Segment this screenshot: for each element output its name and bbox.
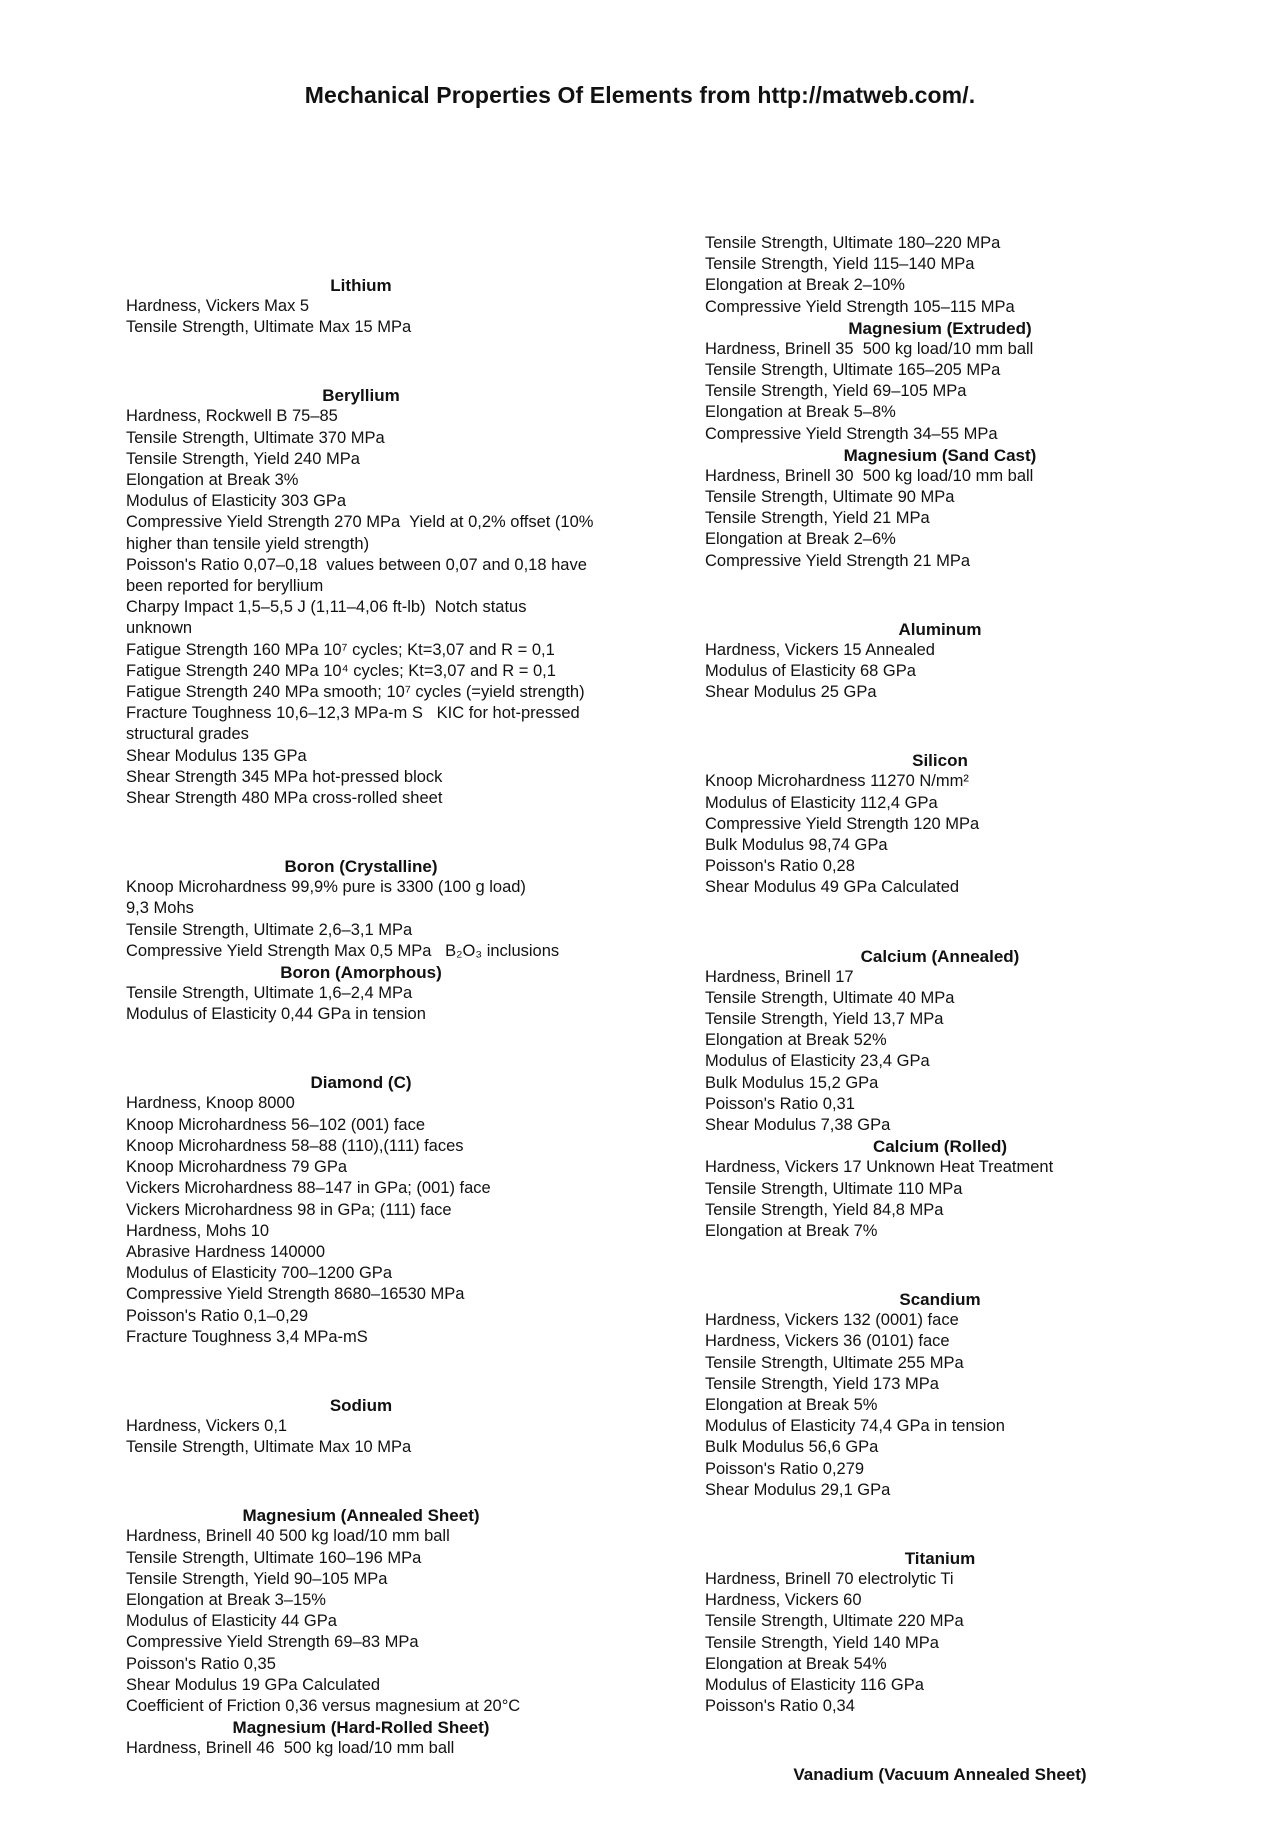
- property-line: Modulus of Elasticity 303 GPa: [126, 492, 347, 511]
- property-line: Tensile Strength, Ultimate 2,6–3,1 MPa: [126, 920, 413, 939]
- property-line: Modulus of Elasticity 74,4 GPa in tension: [705, 1417, 1005, 1436]
- property-line: Elongation at Break 5%: [705, 1395, 878, 1414]
- property-line: Tensile Strength, Yield 140 MPa: [705, 1633, 939, 1652]
- property-line: Hardness, Vickers 60: [705, 1591, 862, 1610]
- property-line: Tensile Strength, Ultimate 370 MPa: [126, 428, 385, 447]
- property-line: Elongation at Break 3–15%: [126, 1590, 326, 1609]
- section-heading: Silicon: [912, 751, 968, 771]
- section-heading: Vanadium (Vacuum Annealed Sheet): [793, 1765, 1087, 1785]
- section-heading: Sodium: [329, 1395, 393, 1415]
- section-heading: Lithium: [330, 276, 392, 295]
- property-line: Bulk Modulus 56,6 GPa: [705, 1438, 879, 1457]
- property-line: Tensile Strength, Ultimate 90 MPa: [705, 488, 955, 507]
- section-boron-amorphous: [126, 962, 596, 1025]
- property-line: Shear Strength 480 MPa cross-rolled sheet: [126, 789, 443, 808]
- right-column: [705, 233, 1175, 1832]
- property-line: Tensile Strength, Ultimate 110 MPa: [705, 1179, 963, 1198]
- property-line: Modulus of Elasticity 116 GPa: [705, 1675, 924, 1694]
- property-line: Tensile Strength, Yield 13,7 MPa: [705, 1010, 944, 1029]
- property-line: Tensile Strength, Ultimate 40 MPa: [705, 988, 955, 1007]
- property-line: Compressive Yield Strength 34–55 MPa: [705, 424, 998, 443]
- property-line: Compressive Yield Strength 69–83 MPa: [126, 1633, 419, 1652]
- property-line: Shear Modulus 19 GPa Calculated: [126, 1675, 381, 1694]
- property-line: Tensile Strength, Yield 84,8 MPa: [705, 1200, 944, 1219]
- property-line: Bulk Modulus 98,74 GPa: [705, 836, 888, 855]
- property-line: Vickers Microhardness 98 in GPa; (111) face: [126, 1200, 452, 1219]
- property-line: Elongation at Break 52%: [705, 1031, 887, 1050]
- property-line: Tensile Strength, Ultimate 180–220 MPa: [705, 234, 1001, 252]
- property-line: Hardness, Brinell 46 500 kg load/10 mm ball: [126, 1739, 455, 1758]
- property-line: Hardness, Vickers 0,1: [126, 1416, 288, 1435]
- property-line: Hardness, Brinell 35 500 kg load/10 mm ball: [705, 339, 1034, 358]
- property-line: Hardness, Rockwell B 75–85: [126, 407, 338, 426]
- section-heading: Calcium (Rolled): [872, 1137, 1008, 1157]
- property-line: Hardness, Vickers 15 Annealed: [705, 640, 935, 659]
- section-heading: Magnesium (Extruded): [848, 318, 1032, 338]
- property-line: Tensile Strength, Yield 21 MPa: [705, 509, 930, 528]
- property-line: Compressive Yield Strength Max 0,5 MPa B₂O₃ inclusions: [126, 941, 560, 960]
- property-line: Hardness, Vickers 132 (0001) face: [705, 1311, 959, 1330]
- section-heading: Beryllium: [322, 386, 400, 406]
- property-line: Hardness, Vickers Max 5: [126, 297, 310, 315]
- section-boron-crystalline: [126, 856, 596, 962]
- section-calcium-rolled: [705, 1136, 1175, 1242]
- section-diamond-c: [126, 1072, 596, 1347]
- property-line: Knoop Microhardness 99,9% pure is 3300 (100 g load): [126, 878, 526, 897]
- property-line: Shear Modulus 29,1 GPa: [705, 1480, 891, 1499]
- property-line: Modulus of Elasticity 0,44 GPa in tension: [126, 1005, 426, 1024]
- property-line: Shear Modulus 49 GPa Calculated: [705, 878, 960, 897]
- property-line: Poisson's Ratio 0,34: [705, 1697, 855, 1716]
- section-magnesium-annealed-sheet: [126, 1505, 596, 1717]
- property-line: Elongation at Break 5–8%: [705, 403, 896, 422]
- property-line: Tensile Strength, Yield 115–140 MPa: [705, 255, 975, 274]
- property-line: Compressive Yield Strength 105–115 MPa: [705, 297, 1015, 316]
- property-line: Poisson's Ratio 0,1–0,29: [126, 1306, 309, 1325]
- property-line: Charpy Impact 1,5–5,5 J (1,11–4,06 ft-lb) Notch status unknown: [126, 598, 532, 638]
- section-heading: Titanium: [904, 1548, 976, 1568]
- property-line: Knoop Microhardness 56–102 (001) face: [126, 1115, 426, 1134]
- section-sodium: [126, 1395, 596, 1458]
- property-line: Coefficient of Friction 0,36 versus magnesium at 20°C: [126, 1696, 521, 1715]
- property-line: Tensile Strength, Yield 90–105 MPa: [126, 1569, 388, 1588]
- section-magnesium-extruded: [705, 318, 1175, 445]
- property-line: Compressive Yield Strength 270 MPa Yield at 0,2% offset (10% higher than tensile yield strength): [126, 513, 599, 553]
- section-beryllium: [126, 385, 599, 809]
- property-line: Fracture Toughness 10,6–12,3 MPa-m S KIC for hot-pressed structural grades: [126, 704, 585, 744]
- left-column: [126, 275, 599, 1759]
- property-line: Poisson's Ratio 0,35: [126, 1654, 276, 1673]
- property-line: Modulus of Elasticity 112,4 GPa: [705, 793, 938, 812]
- property-line: Vickers Microhardness 88–147 in GPa; (001) face: [126, 1179, 491, 1198]
- property-line: Tensile Strength, Ultimate 160–196 MPa: [126, 1548, 422, 1567]
- section-magnesium-sand-cast: [705, 445, 1175, 572]
- property-line: Tensile Strength, Ultimate Max 15 MPa: [126, 318, 412, 337]
- property-line: Poisson's Ratio 0,28: [705, 857, 855, 876]
- section-calcium-annealed: [705, 946, 1175, 1137]
- property-line: Hardness, Vickers 17 Unknown Heat Treatment: [705, 1158, 1054, 1177]
- property-line: Hardness, Vickers 36 (0101) face: [705, 1332, 950, 1351]
- property-line: Shear Modulus 135 GPa: [126, 746, 307, 765]
- section-continued: [705, 233, 1175, 318]
- property-line: Fatigue Strength 240 MPa 10⁴ cycles; Kt=3,07 and R = 0,1: [126, 661, 556, 680]
- section-heading: Scandium: [899, 1290, 981, 1310]
- property-line: Fracture Toughness 3,4 MPa-mS: [126, 1327, 368, 1346]
- section-heading: Magnesium (Sand Cast): [843, 445, 1037, 465]
- property-line: Knoop Microhardness 11270 N/mm²: [705, 772, 969, 791]
- property-line: Modulus of Elasticity 700–1200 GPa: [126, 1264, 392, 1283]
- property-line: Shear Strength 345 MPa hot-pressed block: [126, 767, 443, 786]
- property-line: Tensile Strength, Ultimate 220 MPa: [705, 1612, 964, 1631]
- property-line: Knoop Microhardness 79 GPa: [126, 1158, 348, 1177]
- section-heading: Aluminum: [898, 619, 982, 639]
- section-magnesium-hard-rolled-sheet: [126, 1717, 596, 1759]
- property-line: Hardness, Brinell 17: [705, 967, 854, 986]
- property-line: Compressive Yield Strength 21 MPa: [705, 551, 971, 570]
- property-line: Fatigue Strength 160 MPa 10⁷ cycles; Kt=3,07 and R = 0,1: [126, 640, 555, 659]
- property-line: Tensile Strength, Ultimate 1,6–2,4 MPa: [126, 984, 413, 1003]
- section-lithium: [126, 275, 596, 338]
- section-heading: Magnesium (Annealed Sheet): [242, 1506, 480, 1526]
- property-line: Fatigue Strength 240 MPa smooth; 10⁷ cycles (=yield strength): [126, 683, 585, 702]
- property-line: Hardness, Brinell 40 500 kg load/10 mm ball: [126, 1527, 450, 1546]
- property-line: Tensile Strength, Yield 173 MPa: [705, 1374, 939, 1393]
- property-line: 9,3 Mohs: [126, 899, 194, 918]
- property-line: Hardness, Mohs 10: [126, 1221, 270, 1240]
- property-line: Elongation at Break 2–6%: [705, 530, 896, 549]
- property-line: Elongation at Break 7%: [705, 1221, 878, 1240]
- property-line: Shear Modulus 7,38 GPa: [705, 1116, 891, 1135]
- property-line: Poisson's Ratio 0,07–0,18 values between 0,07 and 0,18 have been reported for beryllium: [126, 555, 592, 596]
- property-line: Knoop Microhardness 58–88 (110),(111) faces: [126, 1136, 464, 1155]
- property-line: Hardness, Brinell 70 electrolytic Ti: [705, 1569, 954, 1588]
- property-line: Bulk Modulus 15,2 GPa: [705, 1073, 879, 1092]
- property-line: Poisson's Ratio 0,279: [705, 1459, 865, 1478]
- section-heading: Boron (Crystalline): [284, 857, 438, 877]
- property-line: Elongation at Break 54%: [705, 1654, 887, 1673]
- section-aluminum: [705, 619, 1175, 704]
- property-line: Poisson's Ratio 0,31: [705, 1094, 855, 1113]
- section-silicon: [705, 750, 1175, 898]
- property-line: Tensile Strength, Ultimate 165–205 MPa: [705, 361, 1001, 380]
- property-line: Modulus of Elasticity 44 GPa: [126, 1612, 337, 1631]
- property-line: Tensile Strength, Yield 240 MPa: [126, 449, 360, 468]
- section-vanadium-vacuum-annealed-sheet: [705, 1764, 1175, 1785]
- property-line: Shear Modulus 25 GPa: [705, 683, 877, 702]
- section-heading: Boron (Amorphous): [280, 963, 442, 983]
- property-line: Tensile Strength, Yield 69–105 MPa: [705, 382, 967, 401]
- page-title: Mechanical Properties Of Elements from http://matweb.com/.: [304, 82, 976, 108]
- property-line: Elongation at Break 2–10%: [705, 276, 905, 295]
- section-scandium: [705, 1289, 1175, 1501]
- section-heading: Diamond (C): [310, 1073, 412, 1093]
- property-line: Compressive Yield Strength 120 MPa: [705, 814, 980, 833]
- property-line: Abrasive Hardness 140000: [126, 1242, 326, 1261]
- property-line: Hardness, Knoop 8000: [126, 1094, 295, 1113]
- property-line: Compressive Yield Strength 8680–16530 MPa: [126, 1285, 465, 1304]
- property-line: Tensile Strength, Ultimate 255 MPa: [705, 1353, 964, 1372]
- property-line: Elongation at Break 3%: [126, 471, 299, 490]
- property-line: Modulus of Elasticity 23,4 GPa: [705, 1052, 930, 1071]
- property-line: Tensile Strength, Ultimate Max 10 MPa: [126, 1438, 412, 1457]
- section-titanium: [705, 1548, 1175, 1717]
- section-heading: Magnesium (Hard-Rolled Sheet): [232, 1718, 490, 1738]
- property-line: Hardness, Brinell 30 500 kg load/10 mm ball: [705, 466, 1034, 485]
- section-heading: Calcium (Annealed): [860, 946, 1020, 966]
- property-line: Modulus of Elasticity 68 GPa: [705, 662, 916, 681]
